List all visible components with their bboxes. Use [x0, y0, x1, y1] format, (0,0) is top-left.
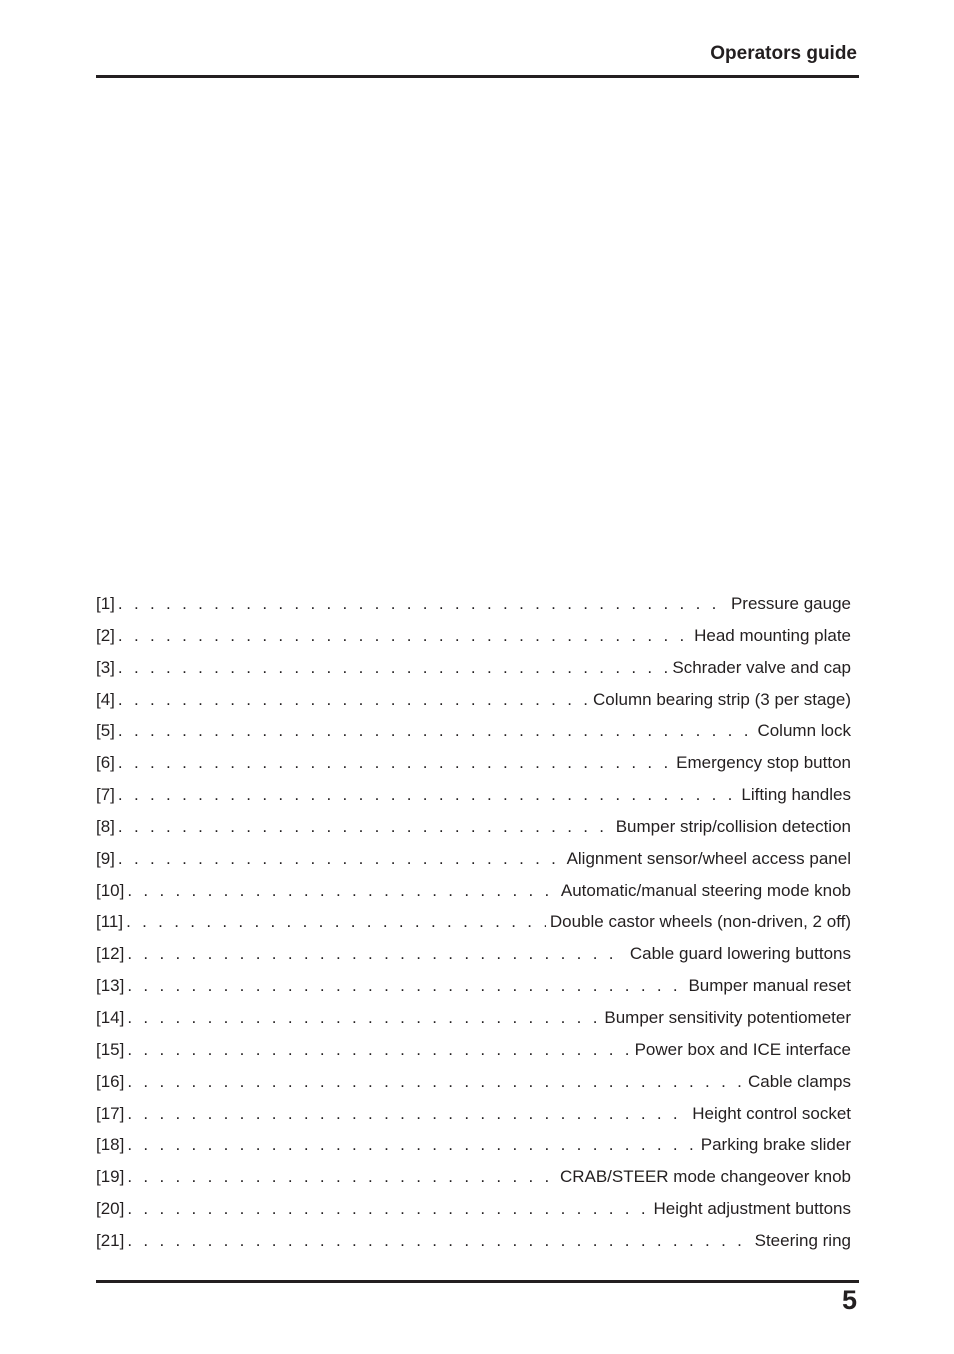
legend-item-number: [13]: [96, 976, 125, 996]
legend-item: [96, 1098, 851, 1130]
legend-item: [96, 1129, 851, 1161]
legend-item-number: [1]: [96, 594, 115, 613]
page-header-title: Operators guide: [710, 43, 857, 64]
dot-leader: [127, 1066, 744, 1098]
dot-leader: [127, 970, 684, 1002]
legend-item-number: [21]: [96, 1230, 125, 1250]
legend-item-label: Height control socket: [692, 1103, 851, 1123]
legend-item-label: Column lock: [757, 721, 851, 741]
legend-item-label: CRAB/STEER mode changeover knob: [559, 1167, 851, 1187]
legend-item-number: [3]: [96, 657, 115, 677]
dot-leader: [118, 843, 563, 875]
legend-item: [96, 652, 851, 684]
legend-item-number: [5]: [96, 721, 115, 741]
dot-leader: [118, 715, 754, 747]
legend-item: [96, 1225, 851, 1257]
legend-item-label: Cable guard lowering buttons: [629, 944, 851, 964]
legend-item: [96, 1193, 851, 1225]
legend-item-label: Bumper strip/collision detection: [615, 816, 851, 836]
legend-item-number: [16]: [96, 1071, 125, 1091]
legend-item-label: Head mounting plate: [694, 625, 851, 645]
dot-leader: [127, 1098, 688, 1130]
legend-item-number: [4]: [96, 689, 115, 709]
legend-item-label: Lifting handles: [741, 785, 851, 805]
legend-item-number: [10]: [96, 880, 125, 900]
legend-item-label: Bumper manual reset: [688, 976, 851, 996]
dot-leader: [127, 875, 557, 907]
legend-item-number: [8]: [96, 816, 115, 836]
legend-item: [96, 1034, 851, 1066]
legend-item: [96, 779, 851, 811]
legend-item-label: Cable clamps: [748, 1071, 851, 1091]
legend-item-number: [2]: [96, 625, 115, 645]
legend-item: [96, 747, 851, 779]
dot-leader: [118, 588, 727, 620]
dot-leader: [127, 1193, 649, 1225]
dot-leader: [118, 779, 737, 811]
legend-item: [96, 843, 851, 875]
dot-leader: [118, 747, 672, 779]
legend-item: [96, 684, 851, 716]
dot-leader: [127, 1161, 556, 1193]
dot-leader: [118, 652, 668, 684]
legend-item-number: [11]: [96, 912, 124, 932]
legend-item: [96, 620, 851, 652]
legend-item-label: Emergency stop button: [676, 753, 851, 773]
legend-item-number: [19]: [96, 1167, 125, 1187]
dot-leader: [127, 1034, 630, 1066]
header-divider: [96, 75, 859, 78]
dot-leader: [127, 1129, 696, 1161]
legend-item-label: Pressure gauge: [730, 594, 851, 613]
legend-item-number: [20]: [96, 1199, 125, 1219]
dot-leader: [127, 1225, 750, 1257]
page-number: 5: [841, 1285, 857, 1315]
legend-item: [96, 588, 851, 620]
legend-item-label: Column bearing strip (3 per stage): [593, 689, 851, 709]
legend-item-label: Schrader valve and cap: [672, 657, 851, 677]
legend-item-number: [6]: [96, 753, 115, 773]
legend-item-number: [17]: [96, 1103, 125, 1123]
legend-item-number: [12]: [96, 944, 125, 964]
legend-item: [96, 1066, 851, 1098]
component-legend-list: [96, 588, 851, 1257]
legend-item: [96, 1161, 851, 1193]
legend-item: [96, 906, 851, 938]
footer-divider: [96, 1280, 859, 1283]
legend-item-number: [9]: [96, 848, 115, 868]
dot-leader: [118, 620, 690, 652]
dot-leader: [127, 1002, 600, 1034]
dot-leader: [118, 811, 612, 843]
legend-item-label: Power box and ICE interface: [634, 1039, 851, 1059]
legend-item: [96, 938, 851, 970]
legend-item-label: Steering ring: [754, 1230, 851, 1250]
dot-leader: [126, 906, 546, 938]
legend-item-label: Alignment sensor/wheel access panel: [566, 848, 851, 868]
legend-item-label: Parking brake slider: [700, 1135, 851, 1155]
legend-item-number: [15]: [96, 1039, 125, 1059]
legend-item: [96, 970, 851, 1002]
legend-item-number: [18]: [96, 1135, 125, 1155]
legend-item-number: [7]: [96, 785, 115, 805]
legend-item-label: Height adjustment buttons: [653, 1199, 851, 1219]
dot-leader: [118, 684, 589, 716]
legend-item-label: Double castor wheels (non-driven, 2 off): [549, 912, 851, 932]
legend-item: [96, 875, 851, 907]
legend-item: [96, 811, 851, 843]
legend-item: [96, 1002, 851, 1034]
legend-item-number: [14]: [96, 1007, 125, 1027]
dot-leader: [127, 938, 625, 970]
legend-item: [96, 715, 851, 747]
legend-item-label: Bumper sensitivity potentiometer: [604, 1007, 851, 1027]
legend-item-label: Automatic/manual steering mode knob: [560, 880, 851, 900]
